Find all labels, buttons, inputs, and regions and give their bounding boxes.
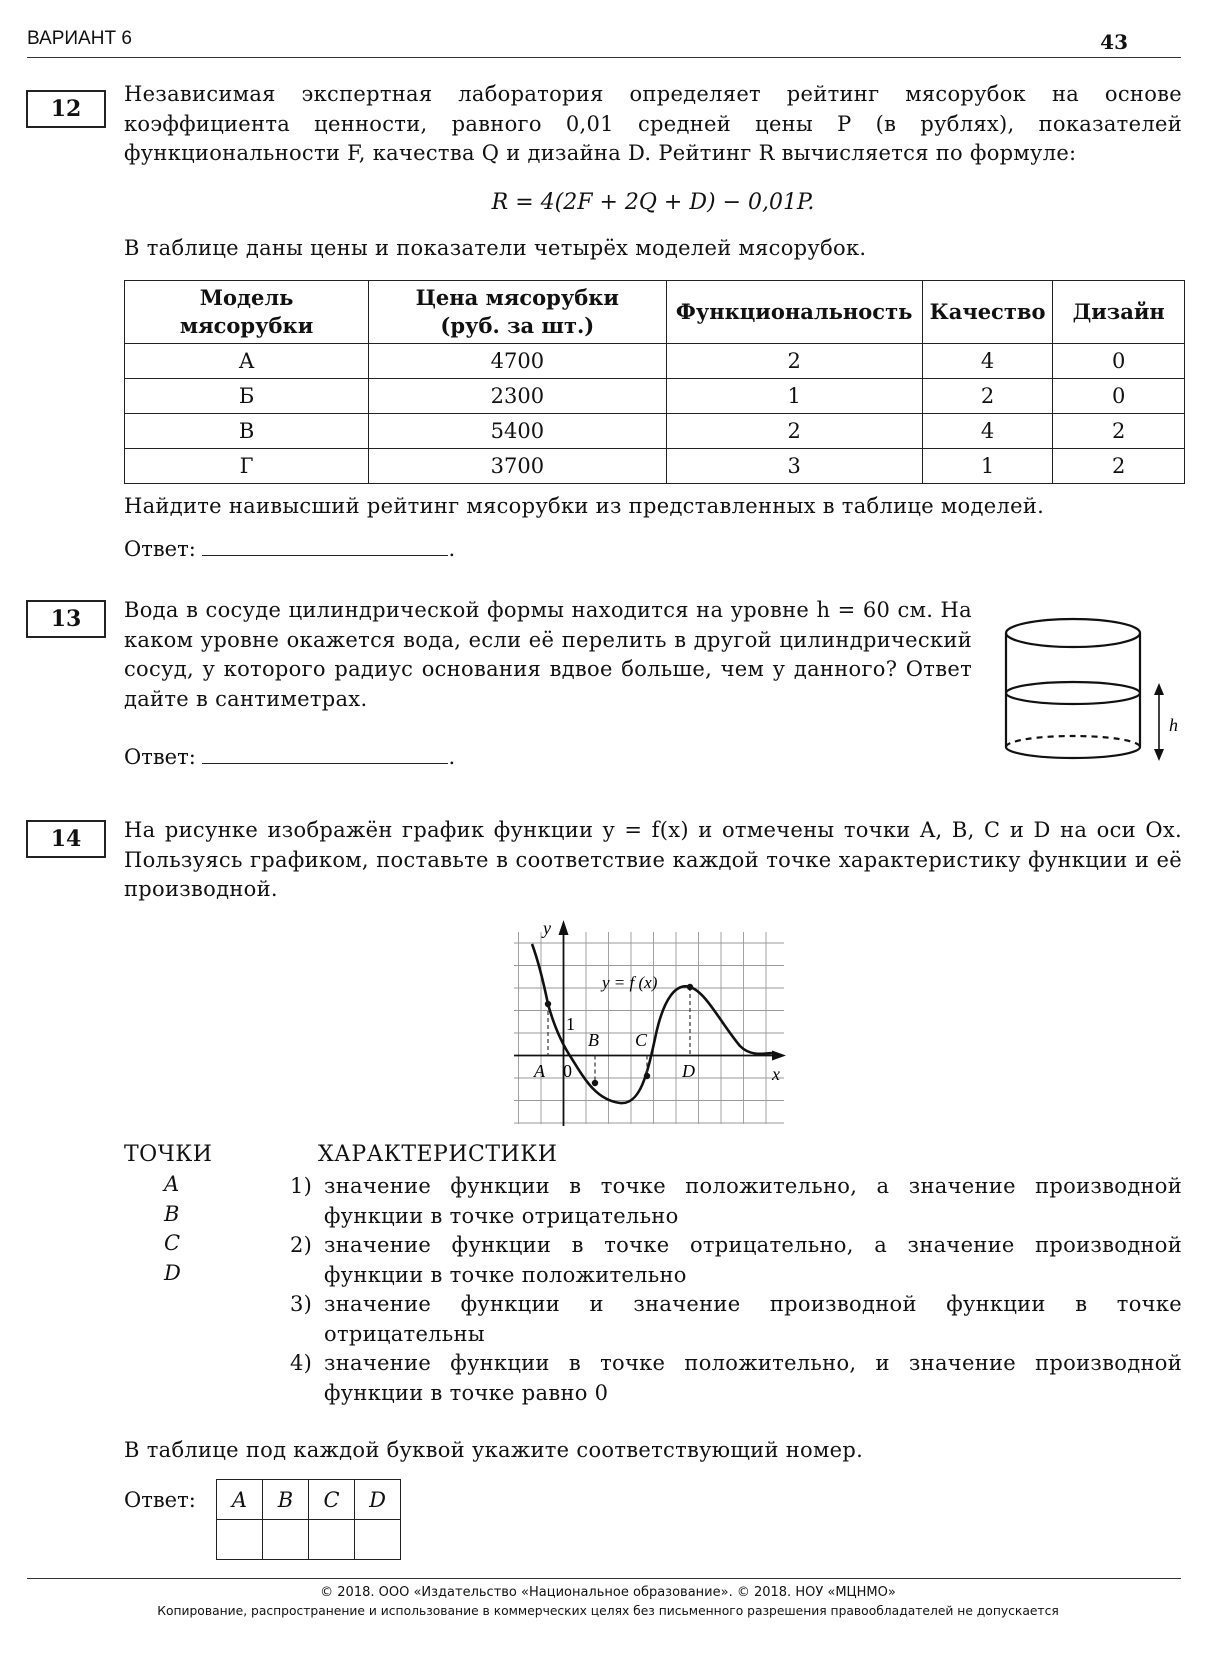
cell-price: 4700: [369, 344, 666, 379]
cell-design: 2: [1053, 449, 1185, 484]
graph-point-d: D: [682, 1061, 695, 1081]
task-13-number: 13: [26, 600, 106, 638]
answer-cell-c[interactable]: [309, 1520, 355, 1560]
price-table: [124, 280, 1185, 484]
answer-label: Ответ:: [124, 745, 196, 769]
option-number: 4): [290, 1351, 313, 1375]
cell-design: 0: [1053, 379, 1185, 414]
option-3: [290, 1290, 1182, 1349]
answer-col-b: B: [263, 1480, 309, 1520]
point-label: D: [164, 1261, 181, 1285]
cell-quality: 4: [922, 344, 1053, 379]
graph-point-b: B: [588, 1030, 599, 1050]
option-text: значение функции в точке положительно, а значение производной функции в точке отрицательно: [324, 1174, 1182, 1228]
cell-price: 2300: [369, 379, 666, 414]
task-12-answer: Ответ: .: [124, 537, 456, 561]
variant-title: ВАРИАНТ 6: [27, 28, 132, 49]
price-table-header: [125, 281, 1185, 344]
option-4: [290, 1349, 1182, 1408]
characteristics-heading: ХАРАКТЕРИСТИКИ: [318, 1142, 558, 1167]
cell-price: 5400: [369, 414, 666, 449]
answer-col-d: D: [355, 1480, 401, 1520]
copyright-notice: Копирование, распространение и использование в коммерческих целях без письменного разрешения правообладателей не допускается: [157, 1604, 1059, 1618]
answer-grid-header: [217, 1480, 401, 1520]
option-text: значение функции в точке положительно, и значение производной функции в точке равно 0: [324, 1351, 1182, 1405]
task-12-formula: R = 4(2F + 2Q + D) − 0,01P.: [491, 190, 815, 215]
task-12-question: Найдите наивысший рейтинг мясорубки из представленных в таблице моделей.: [124, 494, 1045, 518]
cell-quality: 2: [922, 379, 1053, 414]
task-13-answer: Ответ: .: [124, 745, 456, 769]
task-14-answer-label: Ответ:: [124, 1488, 196, 1512]
points-heading: ТОЧКИ: [124, 1142, 213, 1167]
option-number: 1): [290, 1174, 313, 1198]
table-row: [125, 344, 1185, 379]
table-row: [125, 414, 1185, 449]
graph-y-label: y: [543, 918, 551, 938]
footer-divider: [27, 1578, 1181, 1579]
task-14-instruction: В таблице под каждой буквой укажите соответствующий номер.: [124, 1438, 864, 1462]
option-text: значение функции и значение производной функции в точке отрицательны: [324, 1292, 1182, 1346]
graph-point-a: A: [534, 1061, 545, 1081]
option-number: 2): [290, 1233, 313, 1257]
answer-grid-inputs: [217, 1520, 401, 1560]
task-14-number: 14: [26, 820, 106, 858]
cell-model: Б: [125, 379, 369, 414]
graph-zero-label: 0: [563, 1061, 572, 1081]
col-quality: Качество: [922, 281, 1053, 344]
col-design: Дизайн: [1053, 281, 1185, 344]
answer-cell-d[interactable]: [355, 1520, 401, 1560]
point-label: C: [164, 1231, 181, 1255]
table-row: [125, 449, 1185, 484]
cell-functionality: 1: [666, 379, 922, 414]
height-label: h: [1169, 715, 1178, 735]
cell-model: В: [125, 414, 369, 449]
table-row: [125, 379, 1185, 414]
answer-col-c: C: [309, 1480, 355, 1520]
cell-functionality: 2: [666, 414, 922, 449]
cell-functionality: 3: [666, 449, 922, 484]
col-model: Модель мясорубки: [125, 281, 369, 344]
option-2: [290, 1231, 1182, 1290]
page-number: 43: [1100, 30, 1128, 54]
option-1: [290, 1172, 1182, 1231]
task-12-number: 12: [26, 90, 106, 128]
option-number: 3): [290, 1292, 313, 1316]
col-price: Цена мясорубки (руб. за шт.): [369, 281, 666, 344]
cell-design: 0: [1053, 344, 1185, 379]
cell-model: Г: [125, 449, 369, 484]
task-12-text: [124, 80, 1182, 169]
answer-field[interactable]: [202, 535, 448, 556]
task-12-statement: Независимая экспертная лаборатория определяет рейтинг мясорубок на основе коэффициента ценности, равного 0,01 средней цены P (в рублях), показателей функциональности F, качества Q и дизайна D. Рейтинг R вычисляется по формуле:: [124, 82, 1182, 165]
cell-functionality: 2: [666, 344, 922, 379]
cell-design: 2: [1053, 414, 1185, 449]
cylinder-figure: [1003, 611, 1183, 771]
task-12-table-intro: В таблице даны цены и показатели четырёх моделей мясорубок.: [124, 236, 867, 260]
cell-quality: 1: [922, 449, 1053, 484]
point-label: B: [164, 1202, 180, 1226]
option-text: значение функции в точке отрицательно, а значение производной функции в точке положительно: [324, 1233, 1182, 1287]
copyright-line: © 2018. ООО «Издательство «Национальное образование». © 2018. НОУ «МЦНМО»: [320, 1585, 896, 1600]
function-graph: [510, 916, 800, 1126]
header-divider: [27, 57, 1181, 58]
answer-grid: [216, 1479, 401, 1560]
cell-price: 3700: [369, 449, 666, 484]
point-label: A: [164, 1172, 180, 1196]
answer-label: Ответ:: [124, 537, 196, 561]
answer-cell-b[interactable]: [263, 1520, 309, 1560]
answer-field[interactable]: [202, 743, 448, 764]
cell-model: А: [125, 344, 369, 379]
graph-point-c: C: [635, 1030, 648, 1050]
answer-col-a: A: [217, 1480, 263, 1520]
answer-cell-a[interactable]: [217, 1520, 263, 1560]
graph-x-label: x: [772, 1064, 780, 1084]
col-functionality: Функциональность: [666, 281, 922, 344]
cell-quality: 4: [922, 414, 1053, 449]
graph-function-label: y = f (x): [602, 973, 658, 992]
graph-one-label: 1: [566, 1014, 575, 1034]
task-13-text: Вода в сосуде цилиндрической формы находится на уровне h = 60 см. На каком уровне окажется вода, если её перелить в другой цилиндрический сосуд, у которого радиус основания вдвое больше, чем у данного? Ответ дайте в сантиметрах.: [124, 598, 972, 711]
task-14-text: На рисунке изображён график функции y = f(x) и отмечены точки A, B, C и D на оси Ox. Пользуясь графиком, поставьте в соответствие каждой точке характеристику функции и её производной.: [124, 818, 1182, 901]
